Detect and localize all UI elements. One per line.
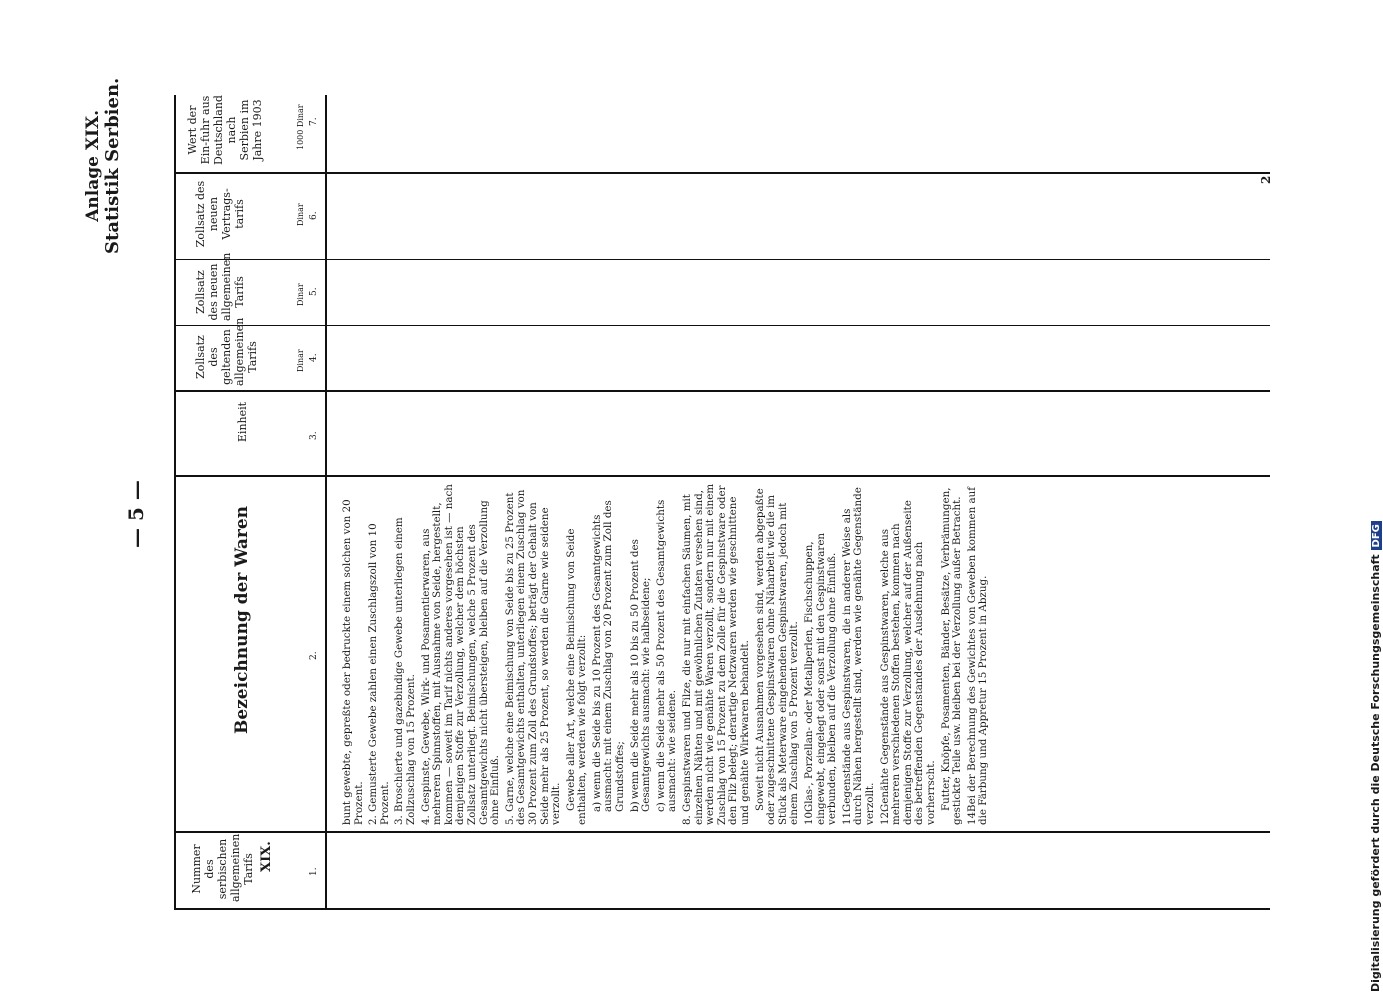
header-col-5-unit: Dinar: [296, 283, 305, 306]
tariff-entry: [967, 483, 990, 825]
tariff-entry-number: 8.: [681, 815, 694, 825]
tariff-entry: [656, 483, 679, 825]
tariff-entry: [368, 483, 391, 825]
col-divider-2-3: [174, 475, 1270, 477]
header-col-6-unit: Dinar: [296, 203, 305, 226]
header-col-7-label: Wert der Ein-fuhr aus Deutschland nach Serbien im Jahre 1903: [186, 95, 264, 165]
tariff-entry-text: Gespinste, Gewebe, Wirk- und Posamentierwaren, aus mehreren Spinnstoffen, mit Ausnahme von Seide, hergestellt, kommen — soweit im Tarif nichts anderes vorgesehen ist — nach demjenigen Stoffe zur Verzollung, welcher dem höchsten Zollsatz unterliegt. Beimischungen, welche 5 Prozent des Gesamtgewichts nicht übersteigen, bleiben auf die Verzollung ohne Einfluß.: [419, 484, 502, 825]
header-col-2-number: 2.: [309, 651, 319, 660]
tariff-entry-text: wenn die Seide bis zu 10 Prozent des Gesamtgewichts ausmacht: mit einem Zuschlag von 20 Prozent zum Zoll des Grundstoffes;: [590, 500, 627, 812]
tariff-entry-text: Futter, Knöpfe, Posamenten, Bänder, Besätze, Verbrämungen, gestickte Teile usw. bleiben bei der Verzollung außer Betracht.: [939, 487, 964, 825]
tariff-entry-number: 5.: [503, 815, 516, 825]
appendix-title: Anlage XIX.: [83, 109, 103, 222]
sidebar-credit: [1369, 521, 1382, 992]
header-col-6-label: Zollsatz des neuen Vertrags-tarifs: [194, 180, 246, 248]
tariff-entry: [880, 483, 938, 825]
tariff-entry-number: 2.: [367, 815, 380, 825]
tariff-entry-text: Gegenstände aus Gespinstwaren, die in anderer Weise als durch Nähen hergestellt sind, werden wie genähte Gegenstände verzollt.: [840, 487, 876, 825]
table-top-rule: [174, 908, 1270, 910]
tariff-entry-text: wenn die Seide mehr als 10 bis zu 50 Prozent des Gesamtgewichts ausmacht: wie halbseidene;: [628, 539, 653, 812]
side-mark: 2: [1259, 175, 1273, 184]
tariff-entry-text: Gespinstwaren und Filze, die nur mit einfachen Säumen, mit einzelnen Nähten und mit gewöhnlichen Zutaten versehen sind, werden nicht wie genähte Waren verzollt, sondern nur mit einem Zuschlag von 15 Prozent zu dem Zolle für die Gespinstware oder den Filz belegt; derartige Netzwaren werden wie geschnittene und genähte Wirkwaren behandelt.: [681, 483, 751, 825]
appendix-subtitle: Statistik Serbien.: [102, 77, 123, 254]
tariff-entry: [421, 483, 502, 825]
tariff-entry-number: 4.: [419, 815, 432, 825]
tariff-entry: [804, 483, 839, 825]
tariff-entry-number: 14.: [965, 808, 978, 825]
tariff-entry-number: c): [654, 802, 667, 812]
tariff-entry-number: a): [590, 801, 603, 812]
header-col-3: [236, 392, 249, 452]
tariff-entry-text: Genähte Gegenstände aus Gespinstwaren, welche aus mehreren verschiedenen Stoffen bestehen, kommen nach demjenigen Stoffe zur Verzollung, welcher auf der Außenseite des betreffenden Gegenstandes der Ausdehnung nach vorherrscht.: [878, 500, 937, 825]
tariff-entry-number: 3.: [393, 815, 406, 825]
tariff-entry: [505, 483, 563, 825]
tariff-entry-text: wenn die Seide mehr als 50 Prozent des Gesamtgewichts ausmacht: wie seidene.: [654, 499, 679, 812]
header-col-3-number: 3.: [309, 431, 319, 440]
corner-label: XIX.: [259, 841, 274, 872]
header-col-6-number: 6.: [309, 211, 319, 220]
header-col-5-number: 5.: [309, 287, 319, 296]
header-bottom-rule: [325, 95, 327, 910]
tariff-entry-text: Gemusterte Gewebe zahlen einen Zuschlagszoll von 10 Prozent.: [367, 523, 391, 825]
tariff-entry: [592, 483, 627, 825]
col-divider-4-5: [174, 325, 1270, 326]
tariff-entry: [941, 483, 964, 825]
tariff-entry-text: Glas-, Porzellan- oder Metallperlen, Fischschuppen, eingewebt, eingelegt oder sonst mit den Gespinstwaren verbunden, bleiben auf die Verzollung ohne Einfluß.: [802, 532, 839, 825]
header-col-7-number: 7.: [309, 117, 319, 126]
tariff-entry: [566, 483, 589, 825]
tariff-entry: [394, 483, 417, 825]
header-col-6: [194, 176, 246, 252]
tariff-entry-text: Broschierte und gazebindige Gewebe unterliegen einem Zollzuschlag von 15 Prozent.: [393, 517, 417, 825]
tariff-entry-number: 12.: [878, 808, 891, 825]
header-col-7: [186, 94, 264, 166]
header-col-5: [194, 252, 246, 321]
appendix-heading: [84, 78, 122, 254]
page-number: — 5 —: [124, 480, 148, 548]
goods-description-column: [342, 483, 993, 825]
tariff-entry-text: Soweit nicht Ausnahmen vorgesehen sind, werden abgepaßte oder zugeschnittene Gespinstwaren ohne Näharbeit wie die im Stück als Meterware eingehenden Gespinstwaren, jedoch mit einem Zuschlag von 5 Prozent verzollt.: [753, 488, 801, 825]
header-col-1: [190, 833, 255, 902]
header-col-3-label: Einheit: [236, 401, 249, 443]
header-col-4-unit: Dinar: [296, 349, 305, 372]
tariff-entry: [755, 483, 801, 825]
col-divider-5-6: [174, 259, 1270, 260]
header-col-7-unit: 1000 Dinar: [296, 104, 305, 150]
header-col-2: [232, 500, 252, 740]
sidebar-credit-text: Digitalisierung gefördert durch die Deutsche Forschungsgemeinschaft: [1369, 554, 1382, 992]
tariff-entry-number: b): [628, 801, 641, 812]
tariff-entry: [630, 483, 653, 825]
tariff-entry-text: bunt gewebte, gepreßte oder bedruckte einem solchen von 20 Prozent.: [341, 499, 365, 825]
header-col-4-label: Zollsatz des geltenden allgemeinen Tarifs: [194, 317, 259, 386]
tariff-entry: [682, 483, 752, 825]
tariff-entry-text: Garne, welche eine Beimischung von Seide bis zu 25 Prozent des Gesamtgewichts enthalten, unterliegen einem Zuschlag von 30 Prozent zum Zoll des Grundstoffes; beträgt der Gehalt von Seide mehr als 25 Prozent, so werden die Garne wie seidene verzollt.: [503, 489, 563, 825]
tariff-entry-text: Bei der Berechnung des Gewichtes von Geweben kommen auf die Färbung und Appretur 15 Prozent in Abzug.: [965, 486, 990, 825]
tariff-entry-number: 11.: [840, 808, 853, 825]
header-col-2-label: Bezeichnung der Waren: [232, 505, 252, 735]
tariff-entry: [842, 483, 877, 825]
tariff-entry-text: Gewebe aller Art, welche eine Beimischung von Seide enthalten, werden wie folgt verzollt:: [564, 528, 589, 825]
header-col-1-number: 1.: [309, 867, 319, 876]
header-col-5-label: Zollsatz des neuen allgemeinen Tarifs: [194, 252, 246, 321]
dfg-logo: DFG: [1371, 521, 1382, 550]
header-col-4-number: 4.: [309, 353, 319, 362]
header-col-4: [194, 317, 259, 386]
tariff-entry: [342, 483, 365, 825]
col-divider-3-4: [174, 390, 1270, 392]
tariff-entry-number: 10.: [802, 808, 815, 825]
table-left-rule: [174, 95, 176, 910]
header-col-1-label: Nummer des serbischen allgemeinen Tarifs: [190, 833, 255, 902]
col-divider-1-2: [174, 831, 1270, 833]
col-divider-6-7: [174, 172, 1270, 174]
